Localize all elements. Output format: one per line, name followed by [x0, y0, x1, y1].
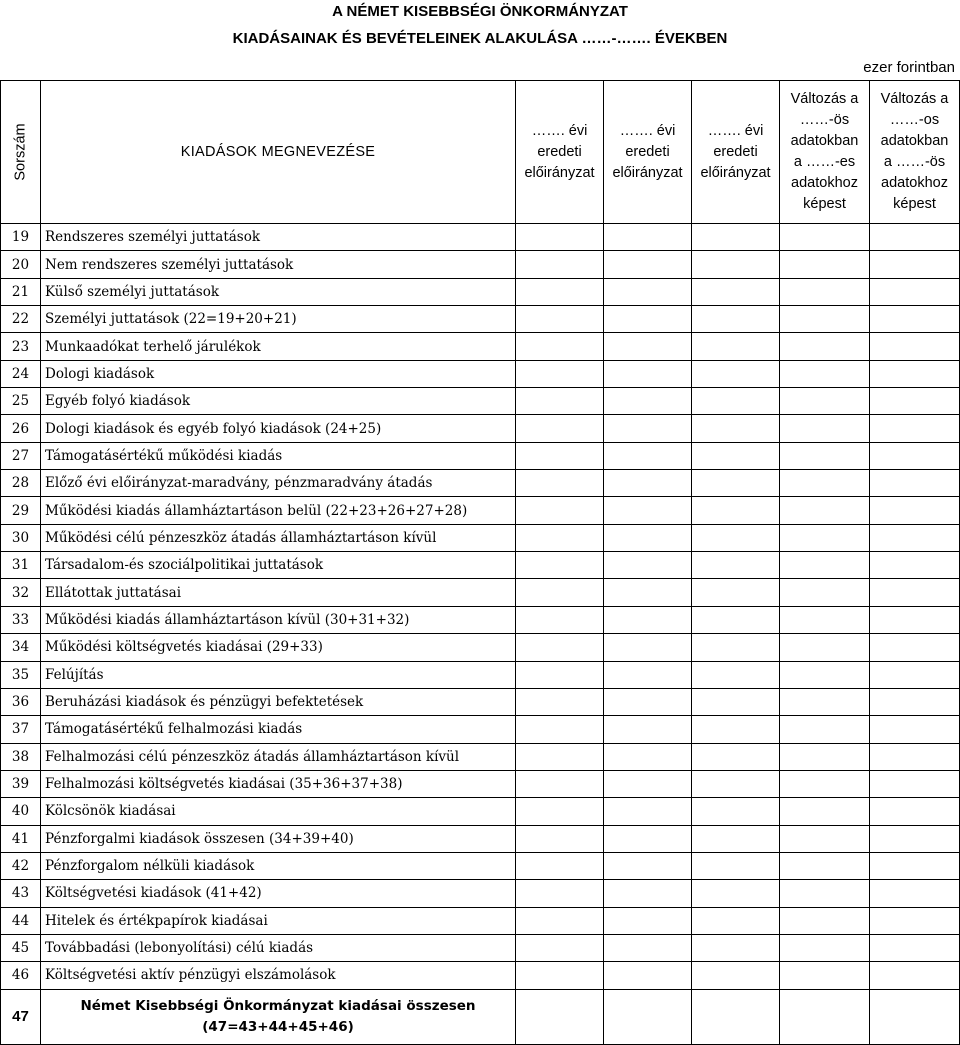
total-row-label: Német Kisebbségi Önkormányzat kiadásai összesen (47=43+44+45+46)	[41, 989, 516, 1044]
row-number: 20	[1, 251, 41, 278]
value-cell[interactable]	[870, 934, 960, 961]
row-label: Pénzforgalmi kiadások összesen (34+39+40)	[41, 825, 516, 852]
value-cell[interactable]	[780, 907, 870, 934]
value-cell[interactable]	[780, 661, 870, 688]
value-cell[interactable]	[870, 825, 960, 852]
row-number: 26	[1, 415, 41, 442]
value-cell[interactable]	[604, 470, 692, 497]
table-row	[1, 333, 960, 360]
table-row	[1, 688, 960, 715]
value-cell[interactable]	[604, 442, 692, 469]
value-cell[interactable]	[516, 688, 604, 715]
value-cell[interactable]	[604, 552, 692, 579]
value-cell[interactable]	[692, 907, 780, 934]
table-row	[1, 415, 960, 442]
row-label: Hitelek és értékpapírok kiadásai	[41, 907, 516, 934]
value-cell[interactable]	[780, 360, 870, 387]
row-label: Előző évi előirányzat-maradvány, pénzmaradvány átadás	[41, 470, 516, 497]
value-cell[interactable]	[692, 962, 780, 989]
value-cell[interactable]	[604, 497, 692, 524]
value-cell[interactable]	[870, 524, 960, 551]
value-cell[interactable]	[604, 606, 692, 633]
value-cell[interactable]	[516, 798, 604, 825]
value-cell[interactable]	[692, 825, 780, 852]
row-label: Munkaadókat terhelő járulékok	[41, 333, 516, 360]
value-cell[interactable]	[870, 880, 960, 907]
value-cell[interactable]	[604, 661, 692, 688]
table-row	[1, 743, 960, 770]
value-cell[interactable]	[516, 770, 604, 797]
table-body	[1, 224, 960, 1045]
row-label: Támogatásértékű felhalmozási kiadás	[41, 716, 516, 743]
table-row	[1, 360, 960, 387]
value-cell[interactable]	[692, 934, 780, 961]
value-cell[interactable]	[692, 852, 780, 879]
value-cell[interactable]	[516, 934, 604, 961]
value-cell[interactable]	[870, 224, 960, 251]
value-cell[interactable]	[780, 716, 870, 743]
value-cell[interactable]	[604, 524, 692, 551]
row-label: Nem rendszeres személyi juttatások	[41, 251, 516, 278]
table-row	[1, 880, 960, 907]
value-cell[interactable]	[780, 524, 870, 551]
value-cell[interactable]	[516, 825, 604, 852]
total-row	[1, 989, 960, 1044]
row-number: 28	[1, 470, 41, 497]
value-cell[interactable]	[870, 442, 960, 469]
value-cell[interactable]	[516, 524, 604, 551]
column-header-c4: Változás a ……-ös adatokban a ……-es adatokhoz képest	[780, 81, 870, 224]
table-row	[1, 770, 960, 797]
value-cell[interactable]	[516, 442, 604, 469]
value-cell[interactable]	[604, 306, 692, 333]
value-cell[interactable]	[692, 360, 780, 387]
value-cell[interactable]	[780, 470, 870, 497]
value-cell[interactable]	[780, 224, 870, 251]
value-cell[interactable]	[692, 880, 780, 907]
value-cell[interactable]	[780, 333, 870, 360]
value-cell[interactable]	[604, 852, 692, 879]
value-cell[interactable]	[604, 688, 692, 715]
row-label: Társadalom-és szociálpolitikai juttatások	[41, 552, 516, 579]
value-cell[interactable]	[604, 880, 692, 907]
value-cell[interactable]	[604, 770, 692, 797]
value-cell[interactable]	[692, 442, 780, 469]
value-cell[interactable]	[870, 770, 960, 797]
value-cell[interactable]	[692, 661, 780, 688]
sorszam-label: Sorszám	[12, 123, 28, 181]
row-label: Kölcsönök kiadásai	[41, 798, 516, 825]
value-cell[interactable]	[516, 852, 604, 879]
value-cell[interactable]	[516, 716, 604, 743]
value-cell[interactable]	[516, 497, 604, 524]
value-cell[interactable]	[604, 579, 692, 606]
row-label: Felhalmozási költségvetés kiadásai (35+36+37+38)	[41, 770, 516, 797]
table-row	[1, 524, 960, 551]
row-number: 25	[1, 388, 41, 415]
value-cell[interactable]	[516, 470, 604, 497]
row-label: Működési célú pénzeszköz átadás államháztartáson kívül	[41, 524, 516, 551]
value-cell[interactable]	[870, 743, 960, 770]
row-label: Külső személyi juttatások	[41, 278, 516, 305]
column-header-c5: Változás a ……-os adatokban a ……-ös adatokhoz képest	[870, 81, 960, 224]
row-label: Egyéb folyó kiadások	[41, 388, 516, 415]
row-number: 24	[1, 360, 41, 387]
row-label: Pénzforgalom nélküli kiadások	[41, 852, 516, 879]
value-cell[interactable]	[870, 606, 960, 633]
row-number: 46	[1, 962, 41, 989]
value-cell[interactable]	[870, 251, 960, 278]
table-row	[1, 962, 960, 989]
value-cell[interactable]	[604, 360, 692, 387]
value-cell[interactable]	[516, 360, 604, 387]
value-cell[interactable]	[516, 989, 604, 1044]
value-cell[interactable]	[516, 579, 604, 606]
row-number: 43	[1, 880, 41, 907]
value-cell[interactable]	[870, 907, 960, 934]
value-cell[interactable]	[516, 306, 604, 333]
value-cell[interactable]	[870, 278, 960, 305]
row-number: 22	[1, 306, 41, 333]
row-number: 32	[1, 579, 41, 606]
value-cell[interactable]	[692, 278, 780, 305]
value-cell[interactable]	[604, 224, 692, 251]
value-cell[interactable]	[516, 552, 604, 579]
column-header-c3: ……. évi eredeti előirányzat	[692, 81, 780, 224]
value-cell[interactable]	[870, 552, 960, 579]
total-row-number: 47	[1, 989, 41, 1044]
value-cell[interactable]	[870, 579, 960, 606]
value-cell[interactable]	[692, 251, 780, 278]
column-header-c1: ……. évi eredeti előirányzat	[516, 81, 604, 224]
table-row	[1, 661, 960, 688]
value-cell[interactable]	[692, 770, 780, 797]
expenditure-table	[0, 80, 960, 1045]
value-cell[interactable]	[604, 278, 692, 305]
value-cell[interactable]	[604, 743, 692, 770]
table-row	[1, 579, 960, 606]
table-row	[1, 306, 960, 333]
row-label: Továbbadási (lebonyolítási) célú kiadás	[41, 934, 516, 961]
value-cell[interactable]	[870, 333, 960, 360]
value-cell[interactable]	[780, 388, 870, 415]
table-row	[1, 716, 960, 743]
row-number: 44	[1, 907, 41, 934]
value-cell[interactable]	[780, 278, 870, 305]
value-cell[interactable]	[604, 825, 692, 852]
row-label: Költségvetési aktív pénzügyi elszámolások	[41, 962, 516, 989]
row-number: 37	[1, 716, 41, 743]
value-cell[interactable]	[604, 333, 692, 360]
value-cell[interactable]	[516, 278, 604, 305]
table-row	[1, 251, 960, 278]
value-cell[interactable]	[780, 852, 870, 879]
table-row	[1, 934, 960, 961]
document-subtitle: KIADÁSAINAK ÉS BEVÉTELEINEK ALAKULÁSA ……-……. ÉVEKBEN	[232, 30, 728, 47]
row-number: 39	[1, 770, 41, 797]
row-label: Felhalmozási célú pénzeszköz átadás államháztartáson kívül	[41, 743, 516, 770]
value-cell[interactable]	[870, 688, 960, 715]
value-cell[interactable]	[870, 415, 960, 442]
value-cell[interactable]	[780, 606, 870, 633]
row-label: Támogatásértékű működési kiadás	[41, 442, 516, 469]
value-cell[interactable]	[516, 880, 604, 907]
table-row	[1, 825, 960, 852]
table-row	[1, 388, 960, 415]
row-number: 42	[1, 852, 41, 879]
value-cell[interactable]	[692, 989, 780, 1044]
value-cell[interactable]	[692, 224, 780, 251]
row-label: Dologi kiadások és egyéb folyó kiadások (24+25)	[41, 415, 516, 442]
value-cell[interactable]	[780, 989, 870, 1044]
value-cell[interactable]	[516, 962, 604, 989]
value-cell[interactable]	[516, 606, 604, 633]
value-cell[interactable]	[516, 743, 604, 770]
value-cell[interactable]	[780, 634, 870, 661]
row-number: 19	[1, 224, 41, 251]
value-cell[interactable]	[870, 388, 960, 415]
column-header-name: KIADÁSOK MEGNEVEZÉSE	[41, 81, 516, 224]
value-cell[interactable]	[516, 224, 604, 251]
row-label: Költségvetési kiadások (41+42)	[41, 880, 516, 907]
column-header-c2: ……. évi eredeti előirányzat	[604, 81, 692, 224]
value-cell[interactable]	[516, 661, 604, 688]
row-label: Beruházási kiadások és pénzügyi befektetések	[41, 688, 516, 715]
row-number: 23	[1, 333, 41, 360]
value-cell[interactable]	[780, 306, 870, 333]
table-row	[1, 907, 960, 934]
row-label: Ellátottak juttatásai	[41, 579, 516, 606]
row-label: Felújítás	[41, 661, 516, 688]
row-number: 38	[1, 743, 41, 770]
value-cell[interactable]	[692, 552, 780, 579]
row-label: Működési költségvetés kiadásai (29+33)	[41, 634, 516, 661]
row-number: 34	[1, 634, 41, 661]
value-cell[interactable]	[604, 798, 692, 825]
value-cell[interactable]	[604, 907, 692, 934]
value-cell[interactable]	[692, 743, 780, 770]
value-cell[interactable]	[780, 770, 870, 797]
unit-label: ezer forintban	[863, 59, 955, 76]
value-cell[interactable]	[692, 606, 780, 633]
value-cell[interactable]	[604, 934, 692, 961]
row-number: 31	[1, 552, 41, 579]
value-cell[interactable]	[516, 634, 604, 661]
row-number: 33	[1, 606, 41, 633]
row-number: 30	[1, 524, 41, 551]
value-cell[interactable]	[692, 306, 780, 333]
value-cell[interactable]	[870, 798, 960, 825]
value-cell[interactable]	[692, 388, 780, 415]
value-cell[interactable]	[780, 880, 870, 907]
value-cell[interactable]	[692, 688, 780, 715]
value-cell[interactable]	[516, 415, 604, 442]
row-label: Működési kiadás államháztartáson kívül (30+31+32)	[41, 606, 516, 633]
row-number: 40	[1, 798, 41, 825]
table-row	[1, 634, 960, 661]
value-cell[interactable]	[870, 470, 960, 497]
value-cell[interactable]	[870, 661, 960, 688]
row-label: Dologi kiadások	[41, 360, 516, 387]
value-cell[interactable]	[780, 497, 870, 524]
document-title: A NÉMET KISEBBSÉGI ÖNKORMÁNYZAT	[332, 3, 628, 20]
value-cell[interactable]	[692, 716, 780, 743]
value-cell[interactable]	[780, 798, 870, 825]
value-cell[interactable]	[516, 333, 604, 360]
value-cell[interactable]	[780, 442, 870, 469]
value-cell[interactable]	[780, 743, 870, 770]
value-cell[interactable]	[516, 251, 604, 278]
row-number: 35	[1, 661, 41, 688]
value-cell[interactable]	[692, 524, 780, 551]
value-cell[interactable]	[780, 688, 870, 715]
value-cell[interactable]	[780, 962, 870, 989]
value-cell[interactable]	[870, 497, 960, 524]
value-cell[interactable]	[780, 579, 870, 606]
value-cell[interactable]	[692, 415, 780, 442]
value-cell[interactable]	[692, 634, 780, 661]
value-cell[interactable]	[870, 360, 960, 387]
table-row	[1, 852, 960, 879]
value-cell[interactable]	[780, 552, 870, 579]
value-cell[interactable]	[604, 388, 692, 415]
table-row	[1, 442, 960, 469]
row-number: 29	[1, 497, 41, 524]
value-cell[interactable]	[780, 251, 870, 278]
value-cell[interactable]	[780, 825, 870, 852]
row-label: Működési kiadás államháztartáson belül (22+23+26+27+28)	[41, 497, 516, 524]
table-row	[1, 552, 960, 579]
value-cell[interactable]	[870, 716, 960, 743]
value-cell[interactable]	[780, 934, 870, 961]
table-row	[1, 224, 960, 251]
row-label: Rendszeres személyi juttatások	[41, 224, 516, 251]
row-number: 21	[1, 278, 41, 305]
value-cell[interactable]	[692, 798, 780, 825]
row-number: 41	[1, 825, 41, 852]
table-row	[1, 798, 960, 825]
table-row	[1, 497, 960, 524]
value-cell[interactable]	[604, 962, 692, 989]
value-cell[interactable]	[516, 388, 604, 415]
row-number: 36	[1, 688, 41, 715]
value-cell[interactable]	[870, 306, 960, 333]
value-cell[interactable]	[516, 907, 604, 934]
table-row	[1, 278, 960, 305]
column-header-sorszam	[1, 81, 41, 224]
value-cell[interactable]	[604, 251, 692, 278]
row-number: 45	[1, 934, 41, 961]
table-row	[1, 606, 960, 633]
row-number: 27	[1, 442, 41, 469]
value-cell[interactable]	[870, 962, 960, 989]
value-cell[interactable]	[604, 634, 692, 661]
row-label: Személyi juttatások (22=19+20+21)	[41, 306, 516, 333]
value-cell[interactable]	[780, 415, 870, 442]
value-cell[interactable]	[692, 579, 780, 606]
value-cell[interactable]	[870, 989, 960, 1044]
table-row	[1, 470, 960, 497]
value-cell[interactable]	[870, 634, 960, 661]
value-cell[interactable]	[604, 415, 692, 442]
value-cell[interactable]	[692, 333, 780, 360]
value-cell[interactable]	[604, 989, 692, 1044]
value-cell[interactable]	[692, 470, 780, 497]
value-cell[interactable]	[692, 497, 780, 524]
value-cell[interactable]	[870, 852, 960, 879]
value-cell[interactable]	[604, 716, 692, 743]
